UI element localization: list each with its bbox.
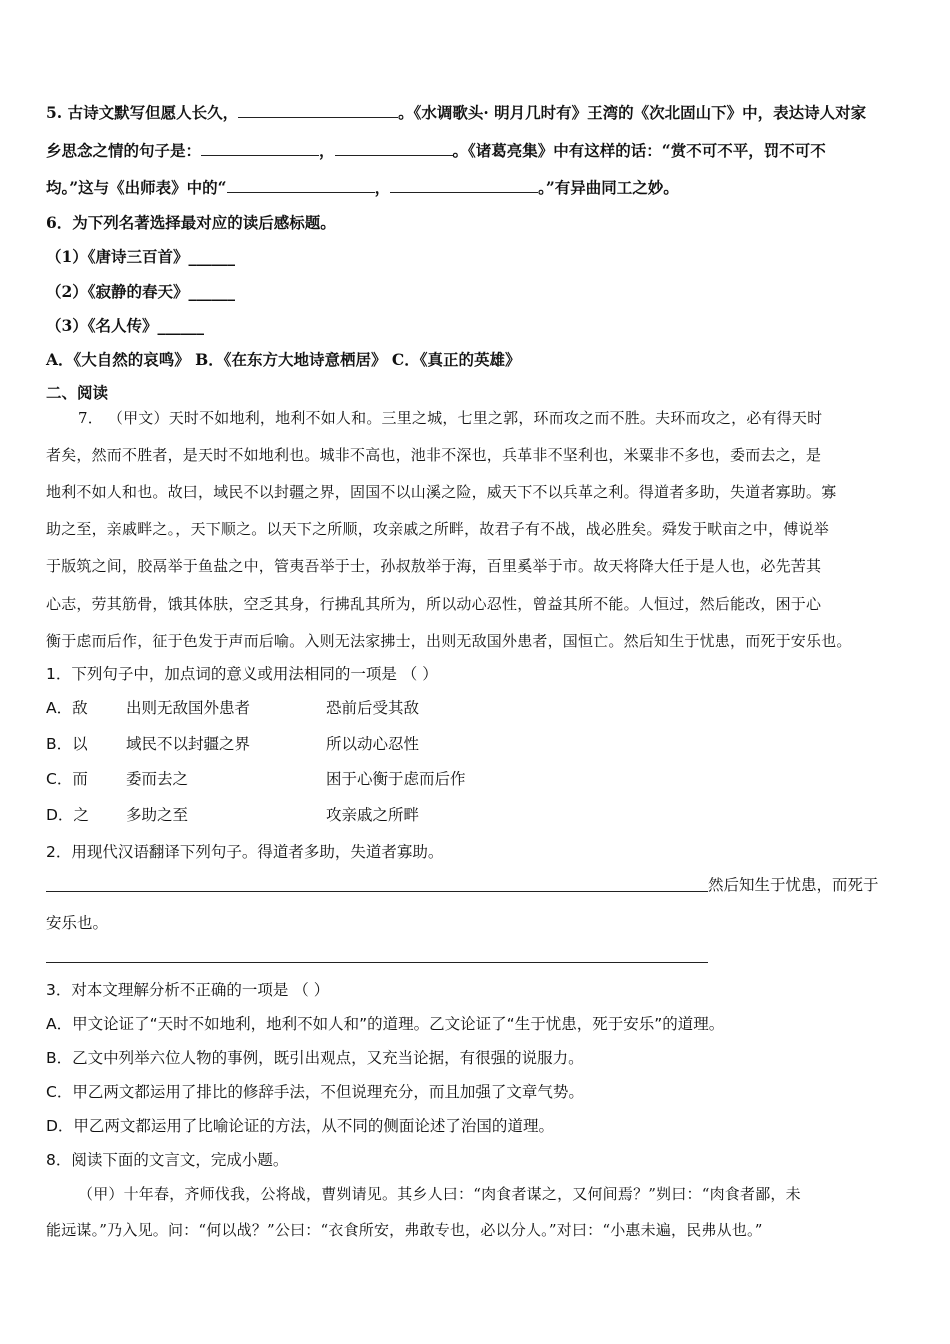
option-text: 困于心衡于虑而后作 xyxy=(326,770,466,788)
q7-passage-line: 7． （甲文）天时不如地利，地利不如人和。三里之城，七里之郭，环而攻之而不胜。夫环而攻之，必有得天时 xyxy=(78,409,823,427)
q5-text: 均。”这与《出师表》中的“ xyxy=(46,178,227,197)
q7-sub1-option-b[interactable] xyxy=(46,734,646,754)
q7-sub3-option-c[interactable]: C．甲乙两文都运用了排比的修辞手法，不但说理充分，而且加强了文章气势。 xyxy=(46,1083,584,1101)
q6-stem: 6．为下列名著选择最对应的读后感标题。 xyxy=(46,213,336,232)
q7-passage-line: 衡于虑而后作，征于色发于声而后喻。入则无法家拂士，出则无敌国外患者，国恒亡。然后知生于忧患，而死于安乐也。 xyxy=(46,632,852,650)
q8-passage-line: （甲）十年春，齐师伐我，公将战，曹刿请见。其乡人曰：“肉食者谋之，又何间焉？”刿曰：“肉食者鄙，未 xyxy=(78,1185,801,1203)
q5-line-3 xyxy=(46,177,679,198)
section-heading: 二、阅读 xyxy=(46,383,109,402)
q7-sub1-option-a[interactable] xyxy=(46,698,646,718)
q5-blank-4[interactable] xyxy=(227,177,375,193)
q5-text: ， xyxy=(319,141,335,160)
option-text: 所以动心忍性 xyxy=(326,735,420,753)
q5-text: 。《水调歌头· 明月几时有》王湾的《次北固山下》中，表达诗人对家 xyxy=(398,103,867,122)
option-label: B．以 xyxy=(46,735,88,753)
q7-passage-line: 助之至，亲戚畔之。，天下顺之。以天下之所顺，攻亲戚之所畔，故君子有不战，战必胜矣。舜发于畎亩之中，傅说举 xyxy=(46,520,829,538)
q6-options: A．《大自然的哀鸣》 B．《在东方大地诗意栖居》 C．《真正的英雄》 xyxy=(46,350,521,369)
option-text: 委而去之 xyxy=(126,770,189,788)
q5-text: 乡思念之情的句子是： xyxy=(46,141,202,160)
q5-number: 5. xyxy=(46,103,63,122)
q8-stem: 8．阅读下面的文言文，完成小题。 xyxy=(46,1151,289,1169)
option-label: D．之 xyxy=(46,806,89,824)
q5-text: 。《诸葛亮集》中有这样的话：“赏不可不平，罚不可不 xyxy=(452,141,826,160)
q7-sub1-stem: 1．下列句子中，加点词的意义或用法相同的一项是 （ ） xyxy=(46,665,438,683)
q5-blank-2[interactable] xyxy=(201,140,319,156)
q7-sub2-stem: 2．用现代汉语翻译下列句子。得道者多助，失道者寡助。 xyxy=(46,843,444,861)
q8-passage-line: 能远谋。”乃入见。问：“何以战？”公曰：“衣食所安，弗敢专也，必以分人。”对曰：“小惠未遍，民弗从也。” xyxy=(46,1221,763,1239)
q7-sub1-option-d[interactable] xyxy=(46,805,646,825)
answer-line[interactable] xyxy=(46,961,708,963)
q7-sub3-option-d[interactable]: D．甲乙两文都运用了比喻论证的方法，从不同的侧面论述了治国的道理。 xyxy=(46,1117,554,1135)
option-label: C．而 xyxy=(46,770,88,788)
q7-passage-line: 者矣，然而不胜者，是天时不如地利也。城非不高也，池非不深也，兵革非不坚利也，米粟非不多也，委而去之，是 xyxy=(46,446,822,464)
option-text: 出则无敌国外患者 xyxy=(126,699,251,717)
q7-passage-line: 地利不如人和也。故曰，域民不以封疆之界，固国不以山溪之险，威天下不以兵革之利。得道者多助，失道者寡助。寡 xyxy=(46,483,837,501)
q7-sub3-stem: 3．对本文理解分析不正确的一项是 （ ） xyxy=(46,981,330,999)
option-text: 恐前后受其敌 xyxy=(326,699,420,717)
q7-passage-line: 心志，劳其筋骨，饿其体肤，空乏其身，行拂乱其所为，所以动心忍性，曾益其所不能。人恒过，然后能改，困于心 xyxy=(46,595,822,613)
answer-line[interactable] xyxy=(46,890,708,892)
q5-text: 。”有异曲同工之妙。 xyxy=(538,178,679,197)
q5-line-1 xyxy=(46,102,866,123)
q6-item-3: （3）《名人传》______ xyxy=(46,316,205,335)
q6-item-1: （1）《唐诗三百首》______ xyxy=(46,247,236,266)
q7-sub3-option-b[interactable]: B．乙文中列举六位人物的事例，既引出观点，又充当论据，有很强的说服力。 xyxy=(46,1049,584,1067)
q7-sub1-option-c[interactable] xyxy=(46,769,646,789)
q5-blank-5[interactable] xyxy=(390,177,538,193)
option-label: A．敌 xyxy=(46,699,88,717)
q7-passage-line: 于版筑之间，胶鬲举于鱼盐之中，管夷吾举于士，孙叔敖举于海，百里奚举于市。故天将降大任于是人也，必先苦其 xyxy=(46,557,822,575)
option-text: 多助之至 xyxy=(126,806,189,824)
option-text: 攻亲戚之所畔 xyxy=(326,806,420,824)
q5-line-2 xyxy=(46,140,826,161)
option-text: 域民不以封疆之界 xyxy=(126,735,251,753)
q7-sub3-option-a[interactable]: A．甲文论证了“天时不如地利，地利不如人和”的道理。乙文论证了“生于忧患，死于安乐”的道理。 xyxy=(46,1015,725,1033)
q5-blank-3[interactable] xyxy=(335,140,453,156)
q5-text: ， xyxy=(374,178,391,197)
q7-sub2-after-line: 然后知生于忧患，而死于 xyxy=(708,876,879,894)
q5-blank-1[interactable] xyxy=(238,102,398,118)
q7-sub2-continuation: 安乐也。 xyxy=(46,914,109,932)
q6-item-2: （2）《寂静的春天》______ xyxy=(46,282,236,301)
q5-text: 古诗文默写但愿人长久， xyxy=(67,103,239,122)
